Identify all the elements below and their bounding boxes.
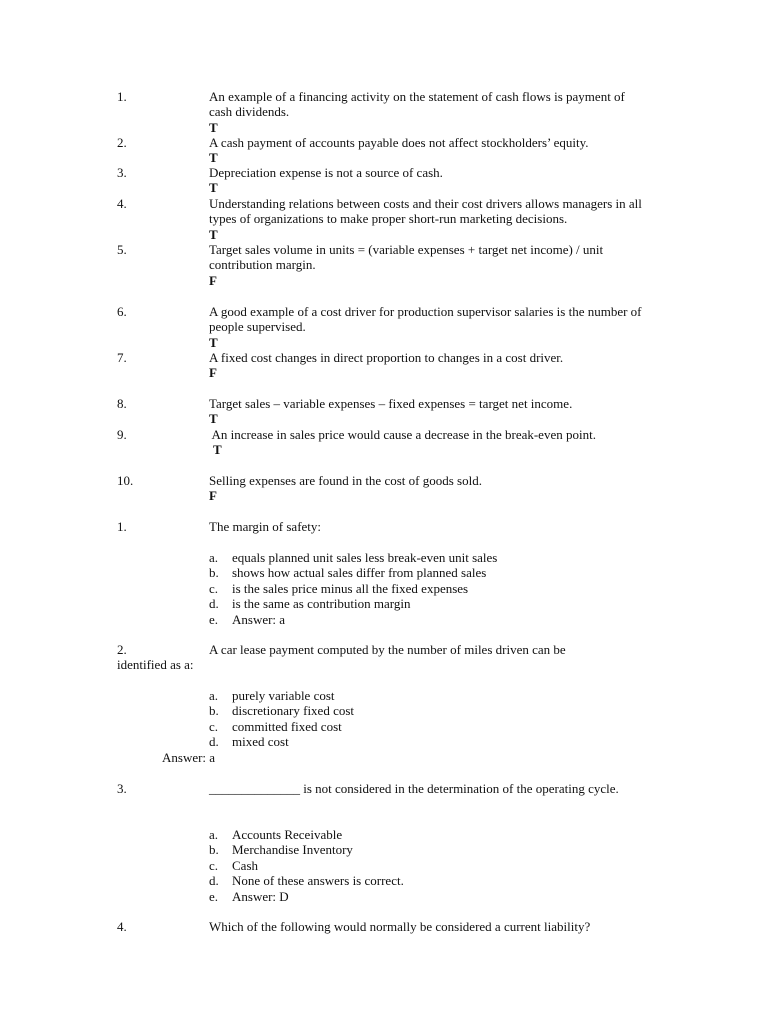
option-text: is the same as contribution margin <box>232 596 411 612</box>
answer-key: T <box>209 334 218 350</box>
question-number: 5. <box>117 242 127 257</box>
question-number: 8. <box>117 396 127 411</box>
question-number: 3. <box>117 781 127 796</box>
question-text: A cash payment of accounts payable does not affect stockholders’ equity. <box>209 135 589 150</box>
answer-key: T <box>209 150 218 166</box>
question-text: Depreciation expense is not a source of cash. <box>209 165 443 180</box>
option-text: Answer: D <box>232 888 289 904</box>
option-text: Merchandise Inventory <box>232 842 353 858</box>
question-number: 6. <box>117 304 127 319</box>
answer-key: T <box>209 226 218 242</box>
option-text: None of these answers is correct. <box>232 873 404 889</box>
answer-key: F <box>209 488 217 504</box>
option-letter: c. <box>209 857 219 873</box>
option-letter: b. <box>209 703 219 719</box>
option-text: discretionary fixed cost <box>232 703 355 719</box>
answer-key: T <box>209 180 218 196</box>
answer-key: Answer: a <box>162 750 216 765</box>
question-text: An example of a financing activity on the statement of cash flows is payment of cash dividends. <box>209 89 625 120</box>
option-text: is the sales price minus all the fixed expenses <box>232 580 469 596</box>
question-text: The margin of safety: <box>209 519 322 534</box>
option-text: Cash <box>232 857 258 873</box>
option-letter: a. <box>209 827 219 842</box>
answer-key: F <box>209 272 217 288</box>
option-text: Answer: a <box>232 611 286 627</box>
answer-key: T <box>213 442 222 458</box>
option-letter: e. <box>209 888 219 904</box>
option-text: Accounts Receivable <box>232 827 343 842</box>
question-text: A fixed cost changes in direct proportion to changes in a cost driver. <box>209 350 564 365</box>
option-text: equals planned unit sales less break-even unit sales <box>232 550 498 565</box>
option-letter: c. <box>209 580 219 596</box>
question-number: 7. <box>117 350 127 365</box>
question-text: An increase in sales price would cause a decrease in the break-even point. <box>209 427 596 442</box>
question-text: Understanding relations between costs and their cost drivers allows managers in all types of organizations to make proper short-run marketing decisions. <box>209 196 642 227</box>
option-letter: d. <box>209 596 219 612</box>
option-letter: d. <box>209 734 219 750</box>
answer-key: T <box>209 411 218 427</box>
question-number: 4. <box>117 919 127 934</box>
option-text: mixed cost <box>232 734 289 750</box>
question-number: 4. <box>117 196 127 211</box>
option-text: committed fixed cost <box>232 718 342 734</box>
question-number: 1. <box>117 89 127 104</box>
option-letter: b. <box>209 565 219 581</box>
question-number: 10. <box>117 473 134 488</box>
option-letter: b. <box>209 842 219 858</box>
option-letter: a. <box>209 688 219 703</box>
option-text: shows how actual sales differ from planned sales <box>232 565 487 581</box>
question-text: Target sales – variable expenses – fixed expenses = target net income. <box>209 396 573 411</box>
option-letter: e. <box>209 611 219 627</box>
option-letter: a. <box>209 550 219 565</box>
option-letter: d. <box>209 873 219 889</box>
option-text: purely variable cost <box>232 688 335 703</box>
question-text: A good example of a cost driver for production supervisor salaries is the number of people supervised. <box>209 304 642 335</box>
question-text: ______________ is not considered in the determination of the operating cycle. <box>209 781 619 796</box>
question-number: 2. <box>117 135 127 150</box>
question-text: Which of the following would normally be considered a current liability? <box>209 919 591 934</box>
option-letter: c. <box>209 718 219 734</box>
question-number: 2. <box>117 642 127 657</box>
question-number: 1. <box>117 519 127 534</box>
question-text: Target sales volume in units = (variable expenses + target net income) / unit contribution margin. <box>209 242 604 273</box>
question-text: A car lease payment computed by the number of miles driven can be <box>209 642 566 657</box>
answer-key: T <box>209 119 218 135</box>
question-text-continued: identified as a: <box>117 657 194 672</box>
question-number: 3. <box>117 165 127 180</box>
question-text: Selling expenses are found in the cost of goods sold. <box>209 473 482 488</box>
question-number: 9. <box>117 427 127 442</box>
answer-key: F <box>209 365 217 381</box>
